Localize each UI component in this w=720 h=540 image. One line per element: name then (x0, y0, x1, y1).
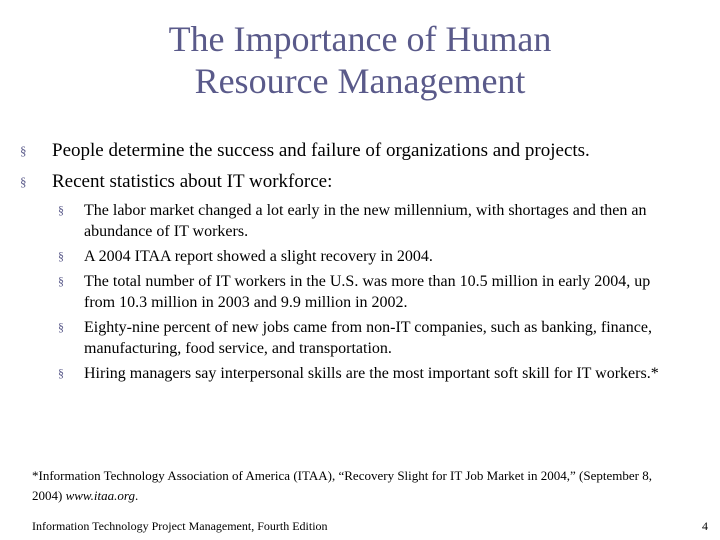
bullet-item (20, 169, 700, 194)
main-bullet-list (20, 138, 700, 200)
title-line-2: Resource Management (194, 61, 526, 101)
slide-title (60, 18, 660, 102)
footnote (32, 466, 682, 506)
sub-bullet-list (58, 200, 678, 388)
bullet-marker-icon: § (58, 366, 64, 380)
sub-bullet-item (58, 363, 678, 384)
sub-bullet-item (58, 200, 678, 242)
bullet-marker-icon: § (20, 174, 27, 189)
sub-bullet-item (58, 271, 678, 313)
footnote-end: . (134, 488, 139, 503)
bullet-marker-icon: § (58, 274, 64, 288)
footer-book-title: Information Technology Project Management, Fourth Edition (32, 519, 328, 533)
bullet-item (20, 138, 700, 163)
sub-bullet-text: The total number of IT workers in the U.S. was more than 10.5 million in early 2004, up from 10.3 million in 2003 and 9.9 million in 2002. (84, 273, 651, 311)
bullet-marker-icon: § (58, 320, 64, 334)
sub-bullet-text: A 2004 ITAA report showed a slight recovery in 2004. (84, 248, 433, 265)
bullet-text: People determine the success and failure of organizations and projects. (52, 140, 590, 161)
bullet-text: Recent statistics about IT workforce: (52, 171, 333, 192)
bullet-marker-icon: § (58, 249, 64, 263)
sub-bullet-text: Eighty-nine percent of new jobs came from non-IT companies, such as banking, finance, manufacturing, food service, and transportation. (84, 319, 652, 357)
footnote-text: *Information Technology Association of America (ITAA), “Recovery Slight for IT Job Market in 2004,” (September 8, 2004) (32, 468, 652, 503)
page-number: 4 (702, 519, 708, 533)
footnote-url: www.itaa.org (65, 488, 135, 503)
sub-bullet-item (58, 246, 678, 267)
sub-bullet-item (58, 317, 678, 359)
bullet-marker-icon: § (58, 203, 64, 217)
sub-bullet-text: Hiring managers say interpersonal skills are the most important soft skill for IT workers.* (84, 365, 659, 382)
sub-bullet-text: The labor market changed a lot early in the new millennium, with shortages and then an abundance of IT workers. (84, 202, 647, 240)
title-line-1: The Importance of Human (168, 19, 552, 59)
bullet-marker-icon: § (20, 143, 27, 158)
